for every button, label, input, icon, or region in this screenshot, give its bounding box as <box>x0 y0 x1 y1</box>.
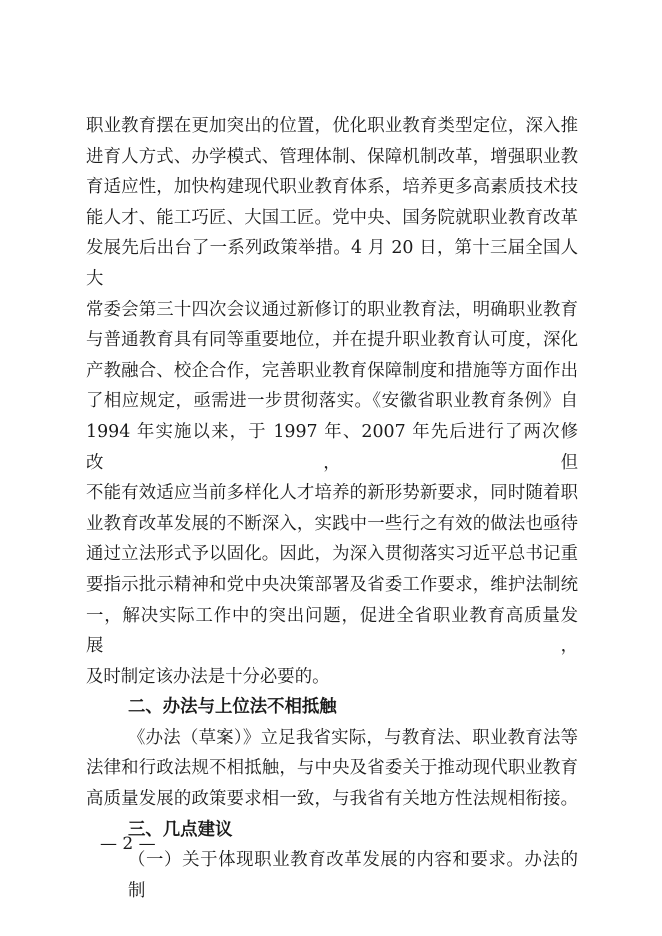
text-line: 进育人方式、办学模式、管理体制、保障机制改革，增强职业教 <box>86 146 578 167</box>
text-line: 1994 年实施以来，于 1997 年、2007 年先后进行了两次修改，但 <box>86 421 578 473</box>
text-line: 常委会第三十四次会议通过新修订的职业教育法，明确职业教育 <box>86 299 578 320</box>
text-line: 要指示批示精神和党中央决策部署及省委工作要求，维护法制统 <box>86 574 578 595</box>
text-line: 与普通教育具有同等重要地位，并在提升职业教育认可度，深化 <box>86 330 578 351</box>
page-number: — 2 — <box>100 834 156 854</box>
text-line: （一）关于体现职业教育改革发展的内容和要求。办法的制 <box>128 850 578 901</box>
text-line: 了相应规定，亟需进一步贯彻落实。《安徽省职业教育条例》自 <box>86 391 578 412</box>
section-heading: 三、几点建议 <box>128 819 233 840</box>
text-line: 产教融合、校企合作，完善职业教育保障制度和措施等方面作出 <box>86 360 578 381</box>
text-line: 高质量发展的政策要求相一致，与我省有关地方性法规相衔接。 <box>86 789 578 810</box>
text-line: 通过立法形式予以固化。因此，为深入贯彻落实习近平总书记重 <box>86 544 578 565</box>
text-line: 发展先后出台了一系列政策举措。4 月 20 日，第十三届全国人大 <box>86 238 578 289</box>
document-page <box>86 111 578 906</box>
text-line: 能人才、能工巧匠、大国工匠。党中央、国务院就职业教育改革 <box>86 207 578 228</box>
text-line: 一，解决实际工作中的突出问题，促进全省职业教育高质量发展， <box>86 605 578 657</box>
text-line: 及时制定该办法是十分必要的。 <box>86 666 330 687</box>
text-line: 育适应性，加快构建现代职业教育体系，培养更多高素质技术技 <box>86 177 578 198</box>
text-line: 不能有效适应当前多样化人才培养的新形势新要求，同时随着职 <box>86 483 578 504</box>
section-heading: 二、办法与上位法不相抵触 <box>128 697 337 718</box>
text-line: 业教育改革发展的不断深入，实践中一些行之有效的做法也亟待 <box>86 513 578 534</box>
text-line: 法律和行政法规不相抵触，与中央及省委关于推动现代职业教育 <box>86 758 578 779</box>
text-line: 《办法（草案）》立足我省实际，与教育法、职业教育法等 <box>128 727 578 748</box>
text-line: 职业教育摆在更加突出的位置，优化职业教育类型定位，深入推 <box>86 116 578 136</box>
